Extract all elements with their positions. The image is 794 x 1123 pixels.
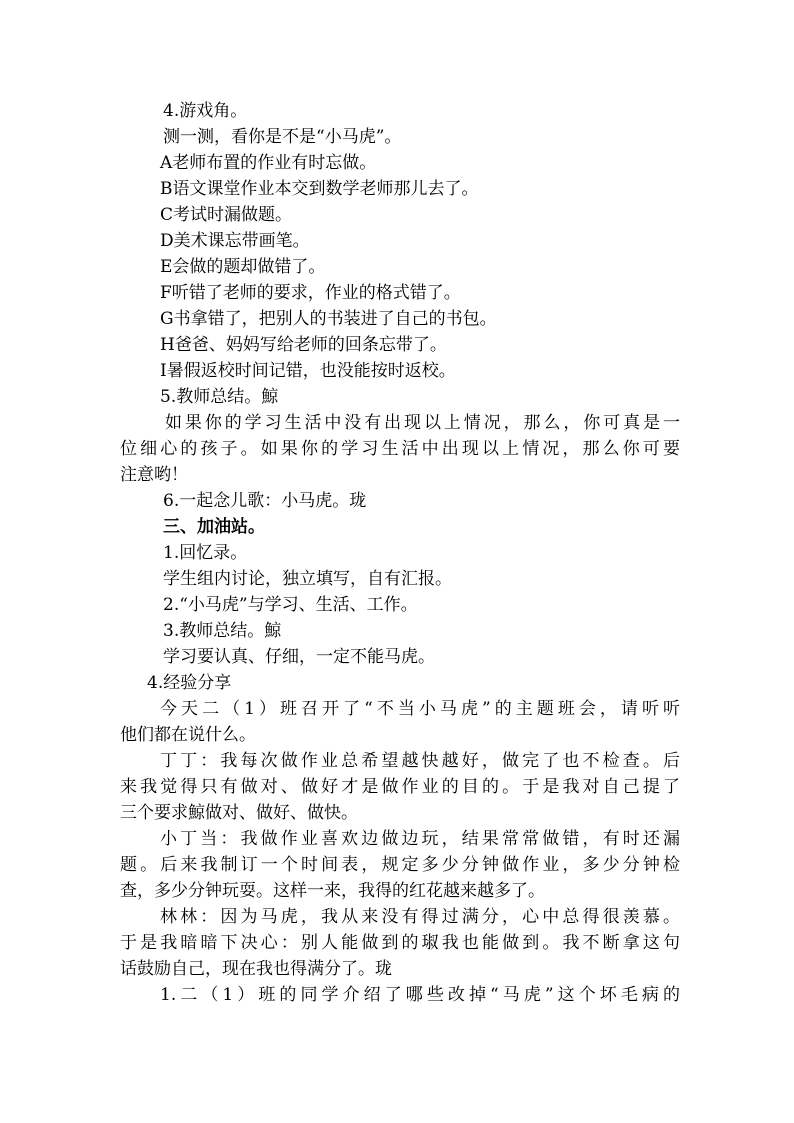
paragraph-group-discussion: 学生组内讨论，独立填写，自有汇报。 (163, 569, 452, 589)
question-one: 1.二（1）班的同学介绍了哪些改掉“马虎”这个坏毛病的 (160, 985, 680, 1005)
paragraph-xiaodingdang-line-1: 小丁当：我做作业喜欢边做边玩，结果常常做错，有时还漏 (160, 829, 680, 849)
paragraph-quiz-intro: 测一测，看你是不是“小马虎”。 (163, 127, 402, 147)
paragraph-class-meeting-line-2: 他们都在说什么。 (120, 725, 256, 745)
paragraph-summary-line-2: 位细心的孩子。如果你的学习生活中出现以上情况，那么你可要 (120, 439, 680, 459)
paragraph-xiaodingdang-line-2: 题。后来我制订一个时间表，规定多少分钟做作业，多少分钟检 (120, 855, 680, 875)
quiz-item-d: D美术课忘带画笔。 (160, 231, 310, 251)
heading-teacher-summary-2: 3.教师总结。鯨 (163, 621, 282, 641)
paragraph-linlin-line-2: 于是我暗暗下决心：别人能做到的琡我也能做到。我不断拿这句 (120, 933, 680, 953)
heading-careless-topic: 2.“小马虎”与学习、生活、工作。 (163, 595, 418, 615)
quiz-item-c: C考试时漏做题。 (160, 205, 293, 225)
heading-section-three: 三、加油站。 (163, 517, 265, 537)
paragraph-dingding-line-3: 三个要求鯨做对、做好、做快。 (120, 803, 358, 823)
heading-nursery-rhyme: 6.一起念儿歌：小马虎。珑 (163, 491, 367, 511)
paragraph-summary-line-1: 如果你的学习生活中没有出现以上情况，那么，你可真是一 (165, 413, 680, 433)
heading-memoir: 1.回忆录。 (163, 543, 248, 563)
paragraph-xiaodingdang-line-3: 查，多少分钟玩耍。这样一来，我得的红花越来越多了。 (120, 881, 545, 901)
quiz-item-i: I暑假返校时间记错，也没能按时返校。 (160, 361, 456, 381)
quiz-item-h: H爸爸、妈妈写给老师的回条忘带了。 (160, 335, 447, 355)
paragraph-linlin-line-1: 林林：因为马虎，我从来没有得过满分，心中总得很羡慕。 (160, 907, 680, 927)
paragraph-linlin-line-3: 话鼓励自己，现在我也得满分了。珑 (120, 959, 392, 979)
quiz-item-f: F听错了老师的要求，作业的格式错了。 (160, 283, 461, 303)
heading-experience-sharing: 4.经验分享 (147, 673, 232, 693)
quiz-item-g: G书拿错了，把别人的书装进了自己的书包。 (160, 309, 497, 329)
paragraph-be-careful: 学习要认真、仔细，一定不能马虎。 (163, 647, 435, 667)
paragraph-class-meeting-line-1: 今天二（1）班召开了“不当小马虎”的主题班会，请听听 (160, 699, 680, 719)
quiz-item-e: E会做的题却做错了。 (160, 257, 326, 277)
paragraph-summary-line-3: 注意哟！ (120, 465, 188, 485)
quiz-item-a: A老师布置的作业有时忘做。 (160, 153, 377, 173)
paragraph-dingding-line-1: 丁丁：我每次做作业总希望越快越好，做完了也不检查。后 (160, 751, 680, 771)
paragraph-dingding-line-2: 来我觉得只有做对、做好才是做作业的目的。于是我对自己提了 (120, 777, 680, 797)
quiz-item-b: B语文课堂作业本交到数学老师那儿去了。 (160, 179, 479, 199)
heading-game-corner: 4.游戏角。 (163, 101, 248, 121)
heading-teacher-summary-1: 5.教师总结。鯨 (160, 387, 279, 407)
